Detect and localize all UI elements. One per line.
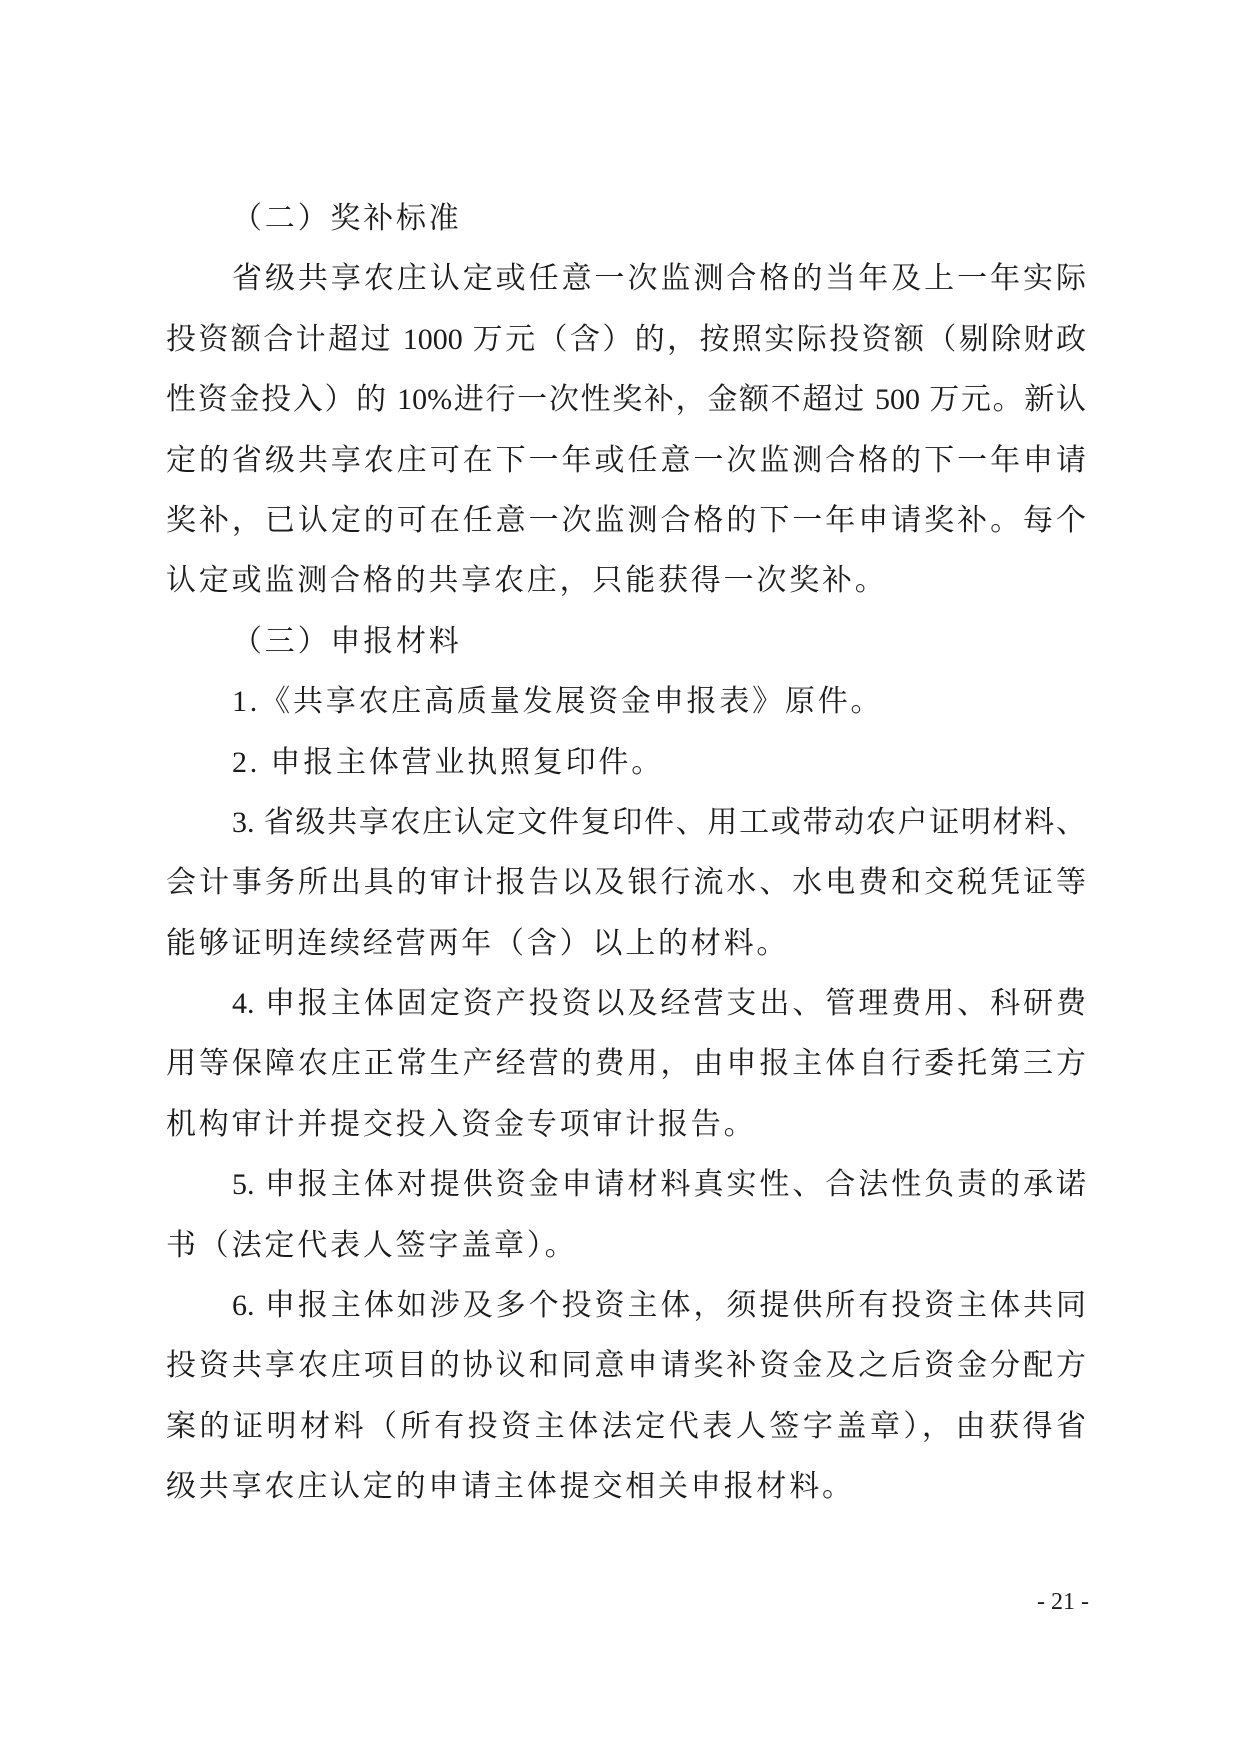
material-item-2	[166, 733, 1086, 793]
paragraph-award-standard	[166, 249, 1086, 611]
paragraph-line: 性资金投入）的 10%进行一次性奖补，金额不超过 500 万元。新认	[166, 383, 1086, 417]
list-item-line: 案的证明材料（所有投资主体法定代表人签字盖章），由获得省	[166, 1409, 1086, 1443]
material-item-6	[166, 1276, 1086, 1518]
material-item-4	[166, 974, 1086, 1155]
section-application-materials	[166, 612, 1086, 1518]
paragraph-line: 认定或监测合格的共享农庄，只能获得一次奖补。	[166, 564, 888, 598]
list-item-line: 会计事务所出具的审计报告以及银行流水、水电费和交税凭证等	[166, 866, 1086, 900]
list-item-line: 用等保障农庄正常生产经营的费用，由申报主体自行委托第三方	[166, 1047, 1086, 1081]
material-item-5	[166, 1155, 1086, 1276]
list-item-line: 6. 申报主体如涉及多个投资主体，须提供所有投资主体共同	[232, 1289, 1086, 1323]
material-item-3	[166, 793, 1086, 974]
list-item-line: 3. 省级共享农庄认定文件复印件、用工或带动农户证明材料、	[232, 805, 1086, 839]
list-item-line: 5. 申报主体对提供资金申请材料真实性、合法性负责的承诺	[232, 1168, 1086, 1202]
list-item-line: 投资共享农庄项目的协议和同意申请奖补资金及之后资金分配方	[166, 1349, 1086, 1383]
page-number: - 21 -	[1037, 1589, 1089, 1615]
paragraph-line: 省级共享农庄认定或任意一次监测合格的当年及上一年实际	[232, 262, 1086, 296]
list-item-line: 2. 申报主体营业执照复印件。	[232, 745, 664, 779]
list-item-line: 1.《共享农庄高质量发展资金申报表》原件。	[232, 685, 884, 719]
list-item-line: 4. 申报主体固定资产投资以及经营支出、管理费用、科研费	[232, 987, 1086, 1021]
list-item-line: 级共享农庄认定的申请主体提交相关申报材料。	[166, 1470, 855, 1504]
paragraph-line: 奖补，已认定的可在任意一次监测合格的下一年申请奖补。每个	[166, 503, 1086, 537]
list-item-line: 书（法定代表人签字盖章）。	[166, 1228, 578, 1262]
paragraph-line: 投资额合计超过 1000 万元（含）的，按照实际投资额（剔除财政	[166, 322, 1086, 356]
material-item-1	[166, 672, 1086, 732]
list-item-line: 能够证明连续经营两年（含）以上的材料。	[166, 926, 790, 960]
section-heading: （三）申报材料	[232, 624, 462, 658]
list-item-line: 机构审计并提交投入资金专项审计报告。	[166, 1107, 757, 1141]
section-heading: （二）奖补标准	[232, 202, 462, 235]
paragraph-line: 定的省级共享农庄可在下一年或任意一次监测合格的下一年申请	[166, 443, 1086, 477]
document-body	[166, 189, 1086, 1518]
section-award-standard	[166, 189, 1086, 612]
